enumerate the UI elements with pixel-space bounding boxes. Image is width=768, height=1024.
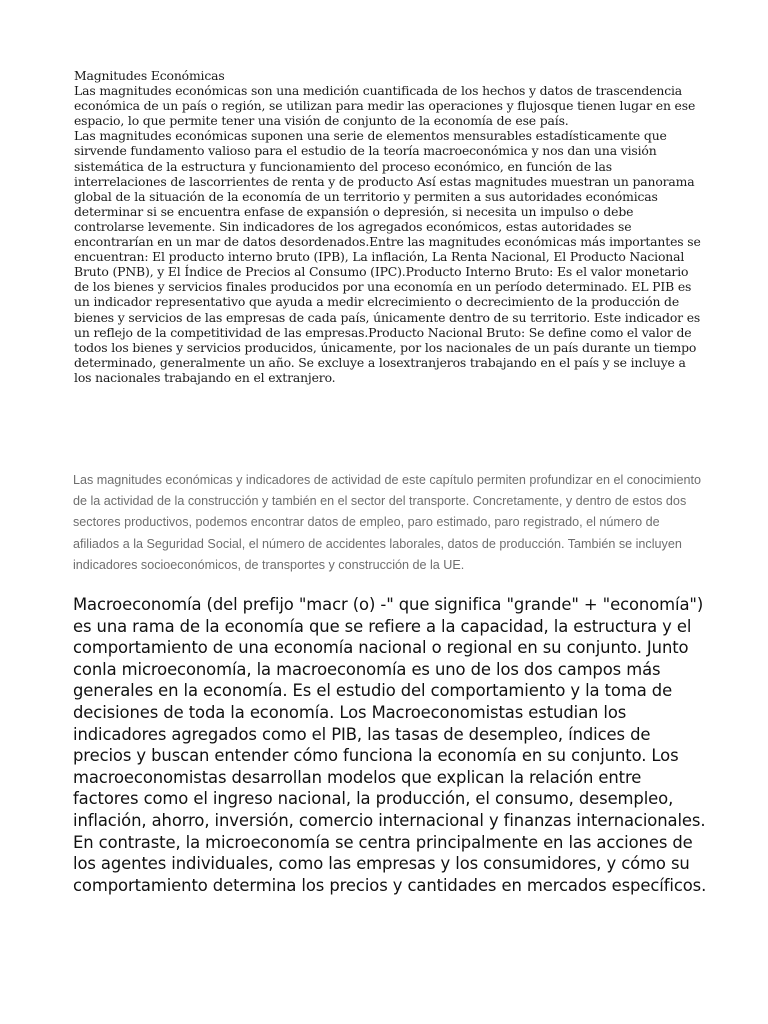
- detail-paragraph: Las magnitudes económicas suponen una serie de elementos mensurables estadísticamente que sirvende fundamento valioso para el estudio de la teoría macroeconómica y nos dan una visión sistemática de la estructura y funcionamiento del proceso económico, en función de las interrelaciones de lascorrientes de renta y de producto Así estas magnitudes muestran un panorama global de la situación de la economía de un territorio y permiten a sus autoridades económicas determinar si se encuentra enfase de expansión o depresión, si necesita un impulso o debe controlarse levemente. Sin indicadores de los agregados económicos, estas autoridades se encontrarían en un mar de datos desordenados.Entre las magnitudes económicas más importantes se encuentran: El producto interno bruto (IPB), La inflación, La Renta Nacional, El Producto Nacional Bruto (PNB), y El Índice de Precios al Consumo (IPC).Producto Interno Bruto: Es el valor monetario de los bienes y servicios finales producidos por una economía en un período determinado. EL PIB es un indicador representativo que ayuda a medir elcrecimiento o decrecimiento de la producción de bienes y servicios de las empresas de cada país, únicamente dentro de su territorio. Este indicador es un reflejo de la competitividad de las empresas.Producto Nacional Bruto: Se define como el valor de todos los bienes y servicios producidos, únicamente, por los nacionales de un país durante un tiempo determinado, generalmente un año. Se excluye a losextranjeros trabajando en el país y se incluye a los nacionales trabajando en el extranjero.: [74, 128, 701, 385]
- macroeconomia-paragraph: Macroeconomía (del prefijo "macr (o) -" que significa "grande" + "economía") es una rama de la economía que se refiere a la capacidad, la estructura y el comportamiento de una economía nacional o regional en su conjunto. Junto conla microeconomía, la macroeconomía es uno de los dos campos más generales en la economía. Es el estudio del comportamiento y la toma de decisiones de toda la economía. Los Macroeconomistas estudian los indicadores agregados como el PIB, las tasas de desempleo, índices de precios y buscan entender cómo funciona la economía en su conjunto. Los macroeconomistas desarrollan modelos que explican la relación entre factores como el ingreso nacional, la producción, el consumo, desempleo, inflación, ahorro, inversión, comercio internacional y finanzas internacionales. En contraste, la microeconomía se centra principalmente en las acciones de los agentes individuales, como las empresas y los consumidores, y cómo su comportamiento determina los precios y cantidades en mercados específicos.: [73, 595, 707, 895]
- construction-transport-section: [73, 470, 703, 576]
- macroeconomia-section: [73, 594, 709, 896]
- magnitudes-section: [74, 68, 702, 385]
- section-title: Magnitudes Económicas: [74, 68, 225, 83]
- grey-paragraph: Las magnitudes económicas y indicadores de actividad de este capítulo permiten profundizar en el conocimiento de la actividad de la construcción y también en el sector del transporte. Concretamente, y dentro de estos dos sectores productivos, podemos encontrar datos de empleo, paro estimado, paro registrado, el número de afiliados a la Seguridad Social, el número de accidentes laborales, datos de producción. También se incluyen indicadores socioeconómicos, de transportes y construcción de la UE.: [73, 473, 701, 572]
- intro-paragraph: Las magnitudes económicas son una medición cuantificada de los hechos y datos de trascendencia económica de un país o región, se utilizan para medir las operaciones y flujosque tienen lugar en ese espacio, lo que permite tener una visión de conjunto de la economía de ese país.: [74, 83, 696, 129]
